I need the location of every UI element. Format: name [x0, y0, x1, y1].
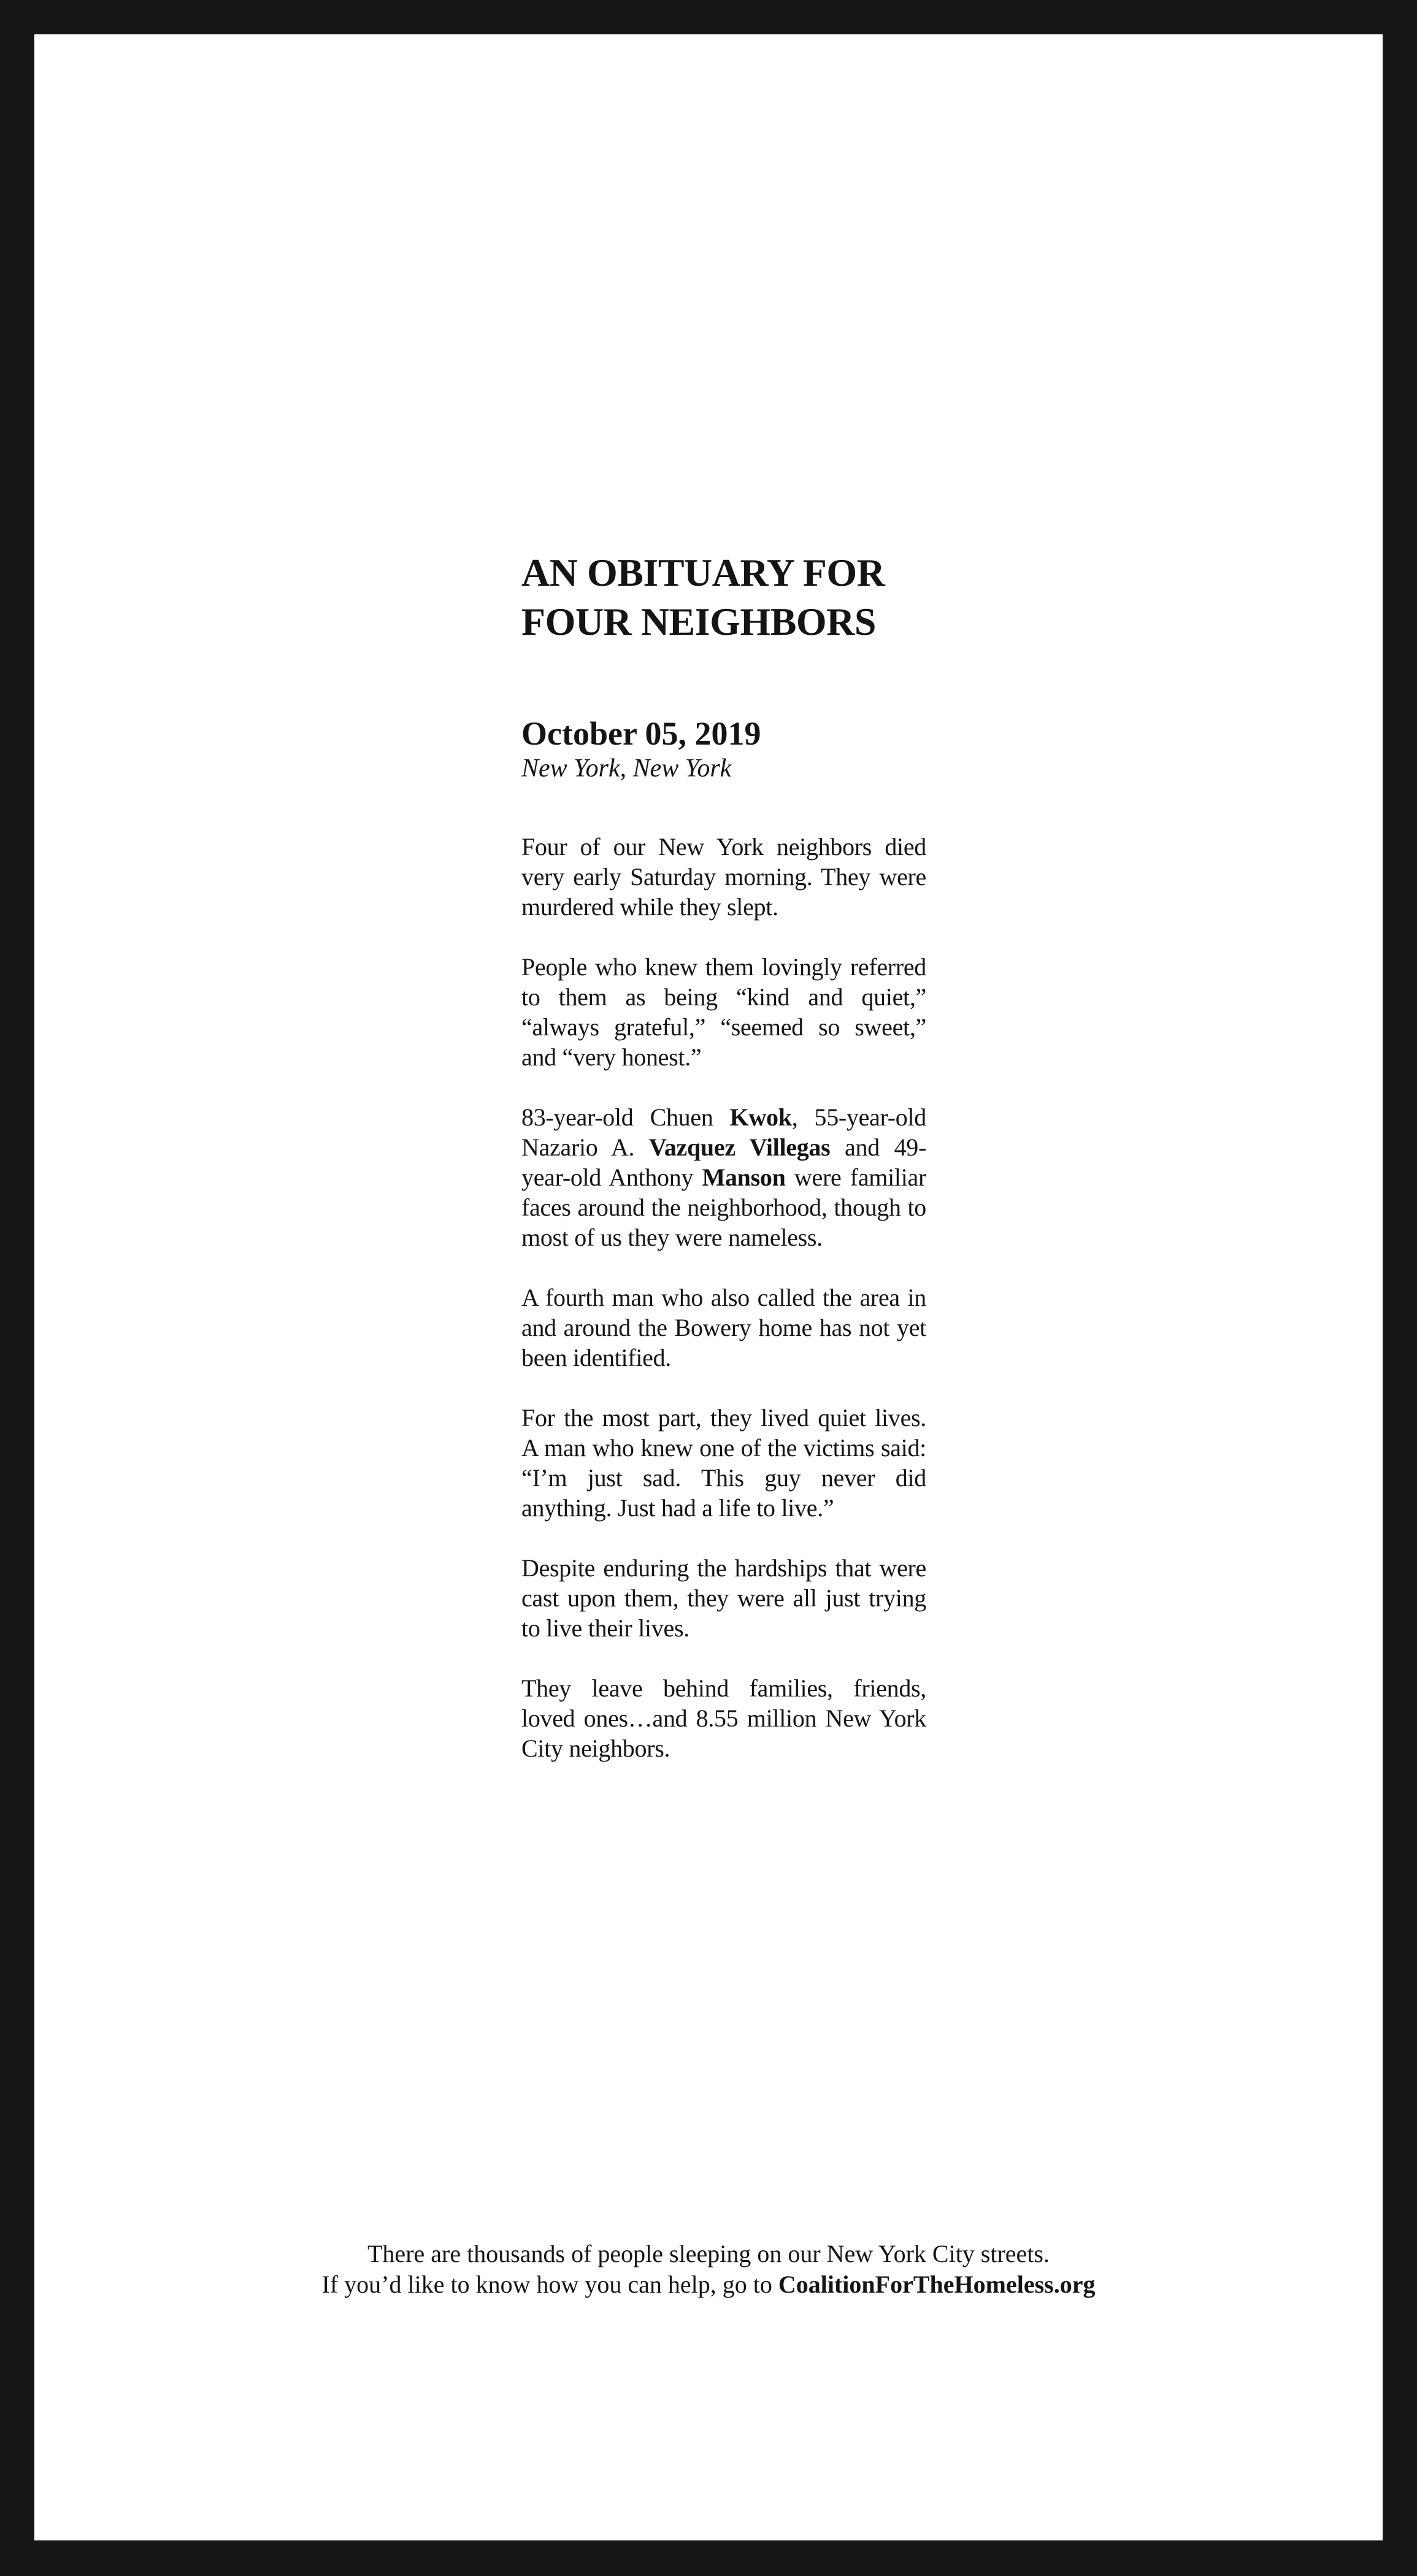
footer-line-2-text: If you’d like to know how you can help, go to [321, 2271, 778, 2298]
title-line-1: AN OBITUARY FOR [521, 551, 885, 594]
obituary-body [521, 832, 926, 1793]
coalition-website-link[interactable]: CoalitionForTheHomeless.org [778, 2271, 1096, 2298]
footer-line-1: There are thousands of people sleeping on our New York City streets. [367, 2240, 1050, 2267]
paragraph-3-text-4: were familiar faces around the neighborhood, though to most of us they were nameless. [521, 1163, 926, 1251]
paragraph-1: Four of our New York neighbors died very early Saturday morning. They were murdered while they slept. [521, 833, 926, 921]
obituary-date: October 05, 2019 [521, 715, 761, 752]
title-line-2: FOUR NEIGHBORS [521, 600, 876, 643]
victim-name-kwok: Kwok [729, 1103, 792, 1131]
obituary-location: New York, New York [521, 754, 732, 783]
paragraph-2: People who knew them lovingly referred to them as being “kind and quiet,” “always grateful,” “seemed so sweet,” and “very honest.” [521, 953, 926, 1071]
paragraph-6: Despite enduring the hardships that were cast upon them, they were all just trying to live their lives. [521, 1554, 926, 1642]
footer-line-2 [34, 2269, 1383, 2300]
page-sheet [34, 34, 1383, 2540]
paragraph-5: For the most part, they lived quiet lives. A man who knew one of the victims said: “I’m just sad. This guy never did anything. Just had a life to live.” [521, 1404, 926, 1522]
paragraph-7: They leave behind families, friends, loved ones…and 8.55 million New York City neighbors. [521, 1674, 926, 1762]
victim-name-vazquez-villegas: Vazquez Villegas [648, 1133, 831, 1161]
paragraph-3-text-2: , 55-year-old Nazario A. [521, 1103, 926, 1161]
victim-name-manson: Manson [702, 1163, 786, 1191]
paragraph-3-text-1: 83-year-old Chuen [521, 1103, 730, 1131]
paragraph-3 [521, 1102, 926, 1252]
paragraph-3-text-3: and 49-year-old Anthony [521, 1133, 926, 1191]
obituary-title [521, 548, 926, 646]
paragraph-4: A fourth man who also called the area in and around the Bowery home has not yet been identified. [521, 1284, 926, 1371]
footer-call-to-action [34, 2239, 1383, 2300]
